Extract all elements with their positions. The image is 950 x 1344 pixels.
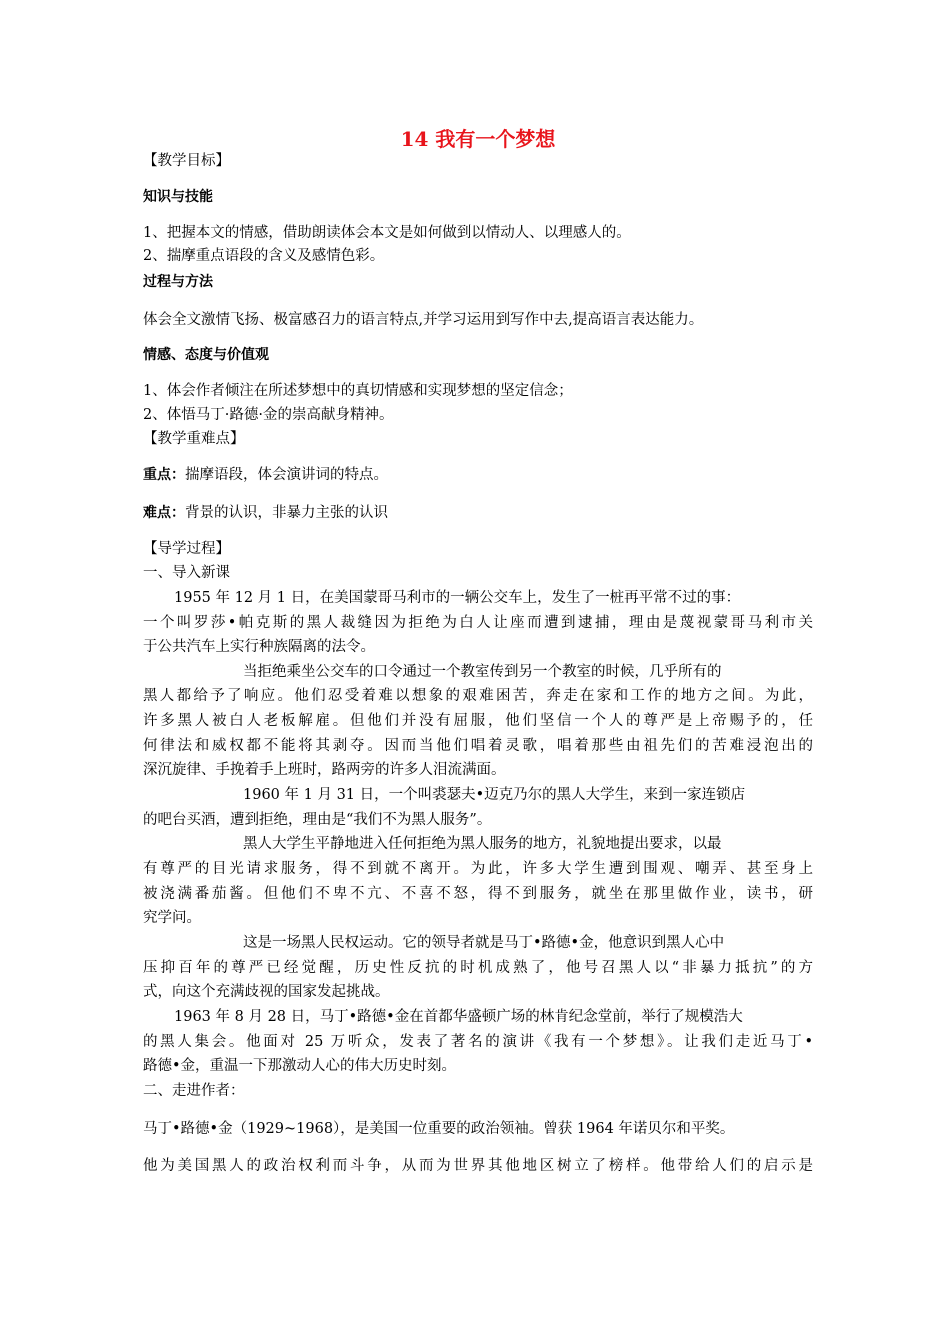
part2-heading: 二、走进作者： <box>143 1083 245 1099</box>
subheading-emotion: 情感、态度与价值观 <box>143 347 269 363</box>
paragraph-line: 究学问。 <box>143 910 201 926</box>
difficult-point-label: 难点： <box>143 505 185 521</box>
paragraph-line: 的黑人集会。他面对 25 万听众，发表了著名的演讲《我有一个梦想》。让我们走近马丁• <box>143 1034 813 1050</box>
key-point-text: 揣摩语段，体会演讲词的特点。 <box>185 467 388 483</box>
paragraph-line: 于公共汽车上实行种族隔离的法令。 <box>143 639 375 655</box>
paragraph-line: 1963 年 8 月 28 日，马丁•路德•金在首都华盛顿广场的林肯纪念堂前，举行了规模浩大 <box>174 1009 743 1025</box>
paragraph-line: 他为美国黑人的政治权利而斗争，从而为世界其他地区树立了榜样。他带给人们的启示是 <box>143 1158 813 1174</box>
key-point <box>143 465 388 485</box>
paragraph-line: 的吧台买酒，遭到拒绝，理由是“我们不为黑人服务”。 <box>143 812 492 828</box>
paragraph-line: 马丁•路德•金（1929~1968），是美国一位重要的政治领袖。曾获 1964 年诺贝尔和平奖。 <box>143 1121 735 1137</box>
paragraph-line: 当拒绝乘坐公交车的口令通过一个教室传到另一个教室的时候，几乎所有的 <box>243 664 722 680</box>
part1-heading: 一、导入新课 <box>143 565 230 581</box>
paragraph-line: 深沉旋律、手挽着手上班时，路两旁的许多人泪流满面。 <box>143 762 506 778</box>
subheading-knowledge: 知识与技能 <box>143 189 213 205</box>
emotion-item: 1、体会作者倾注在所述梦想中的真切情感和实现梦想的坚定信念； <box>143 383 573 399</box>
paragraph-line: 黑人大学生平静地进入任何拒绝为黑人服务的地方，礼貌地提出要求，以最 <box>243 836 722 852</box>
paragraph-line: 一个叫罗莎•帕克斯的黑人裁缝因为拒绝为白人让座而遭到逮捕，理由是蔑视蒙哥马利市关 <box>143 615 813 631</box>
difficult-point <box>143 503 388 523</box>
paragraph-line: 这是一场黑人民权运动。它的领导者就是马丁•路德•金，他意识到黑人心中 <box>243 935 725 951</box>
subheading-process: 过程与方法 <box>143 274 213 290</box>
page-title: 14 我有一个梦想 <box>400 127 556 151</box>
paragraph-line: 黑人都给予了响应。他们忍受着难以想象的艰难困苦，奔走在家和工作的地方之间。为此， <box>143 688 813 704</box>
paragraph-line: 有尊严的目光请求服务，得不到就不离开。为此，许多大学生遭到围观、嘲弄、甚至身上 <box>143 861 813 877</box>
paragraph-line: 何律法和威权都不能将其剥夺。因而当他们唱着灵歌，唱着那些由祖先们的苦难浸泡出的 <box>143 738 813 754</box>
process-text: 体会全文激情飞扬、极富感召力的语言特点,并学习运用到写作中去,提高语言表达能力。 <box>143 312 704 328</box>
key-point-label: 重点： <box>143 467 185 483</box>
emotion-item: 2、体悟马丁·路德·金的崇高献身精神。 <box>143 407 394 423</box>
paragraph-line: 许多黑人被白人老板解雇。但他们并没有屈服，他们坚信一个人的尊严是上帝赐予的，任 <box>143 713 813 729</box>
section-heading-goals: 【教学目标】 <box>143 153 230 169</box>
paragraph-line: 被浇满番茄酱。但他们不卑不亢、不喜不怒，得不到服务，就坐在那里做作业，读书，研 <box>143 886 813 902</box>
section-heading-key: 【教学重难点】 <box>143 431 245 447</box>
knowledge-item: 1、把握本文的情感，借助朗读体会本文是如何做到以情动人、以理感人的。 <box>143 225 631 241</box>
paragraph-line: 压抑百年的尊严已经觉醒，历史性反抗的时机成熟了，他号召黑人以“非暴力抵抗”的方 <box>143 960 813 976</box>
paragraph-line: 1960 年 1 月 31 日，一个叫裘瑟夫•迈克乃尔的黑人大学生，来到一家连锁店 <box>243 787 746 803</box>
paragraph-line: 路德•金，重温一下那激动人心的伟大历史时刻。 <box>143 1058 457 1074</box>
difficult-point-text: 背景的认识，非暴力主张的认识 <box>185 505 388 521</box>
knowledge-item: 2、揣摩重点语段的含义及感情色彩。 <box>143 248 385 264</box>
section-heading-guide: 【导学过程】 <box>143 541 230 557</box>
paragraph-line: 1955 年 12 月 1 日，在美国蒙哥马利市的一辆公交车上，发生了一桩再平常不过的事： <box>174 590 741 606</box>
paragraph-line: 式，向这个充满歧视的国家发起挑战。 <box>143 984 390 1000</box>
